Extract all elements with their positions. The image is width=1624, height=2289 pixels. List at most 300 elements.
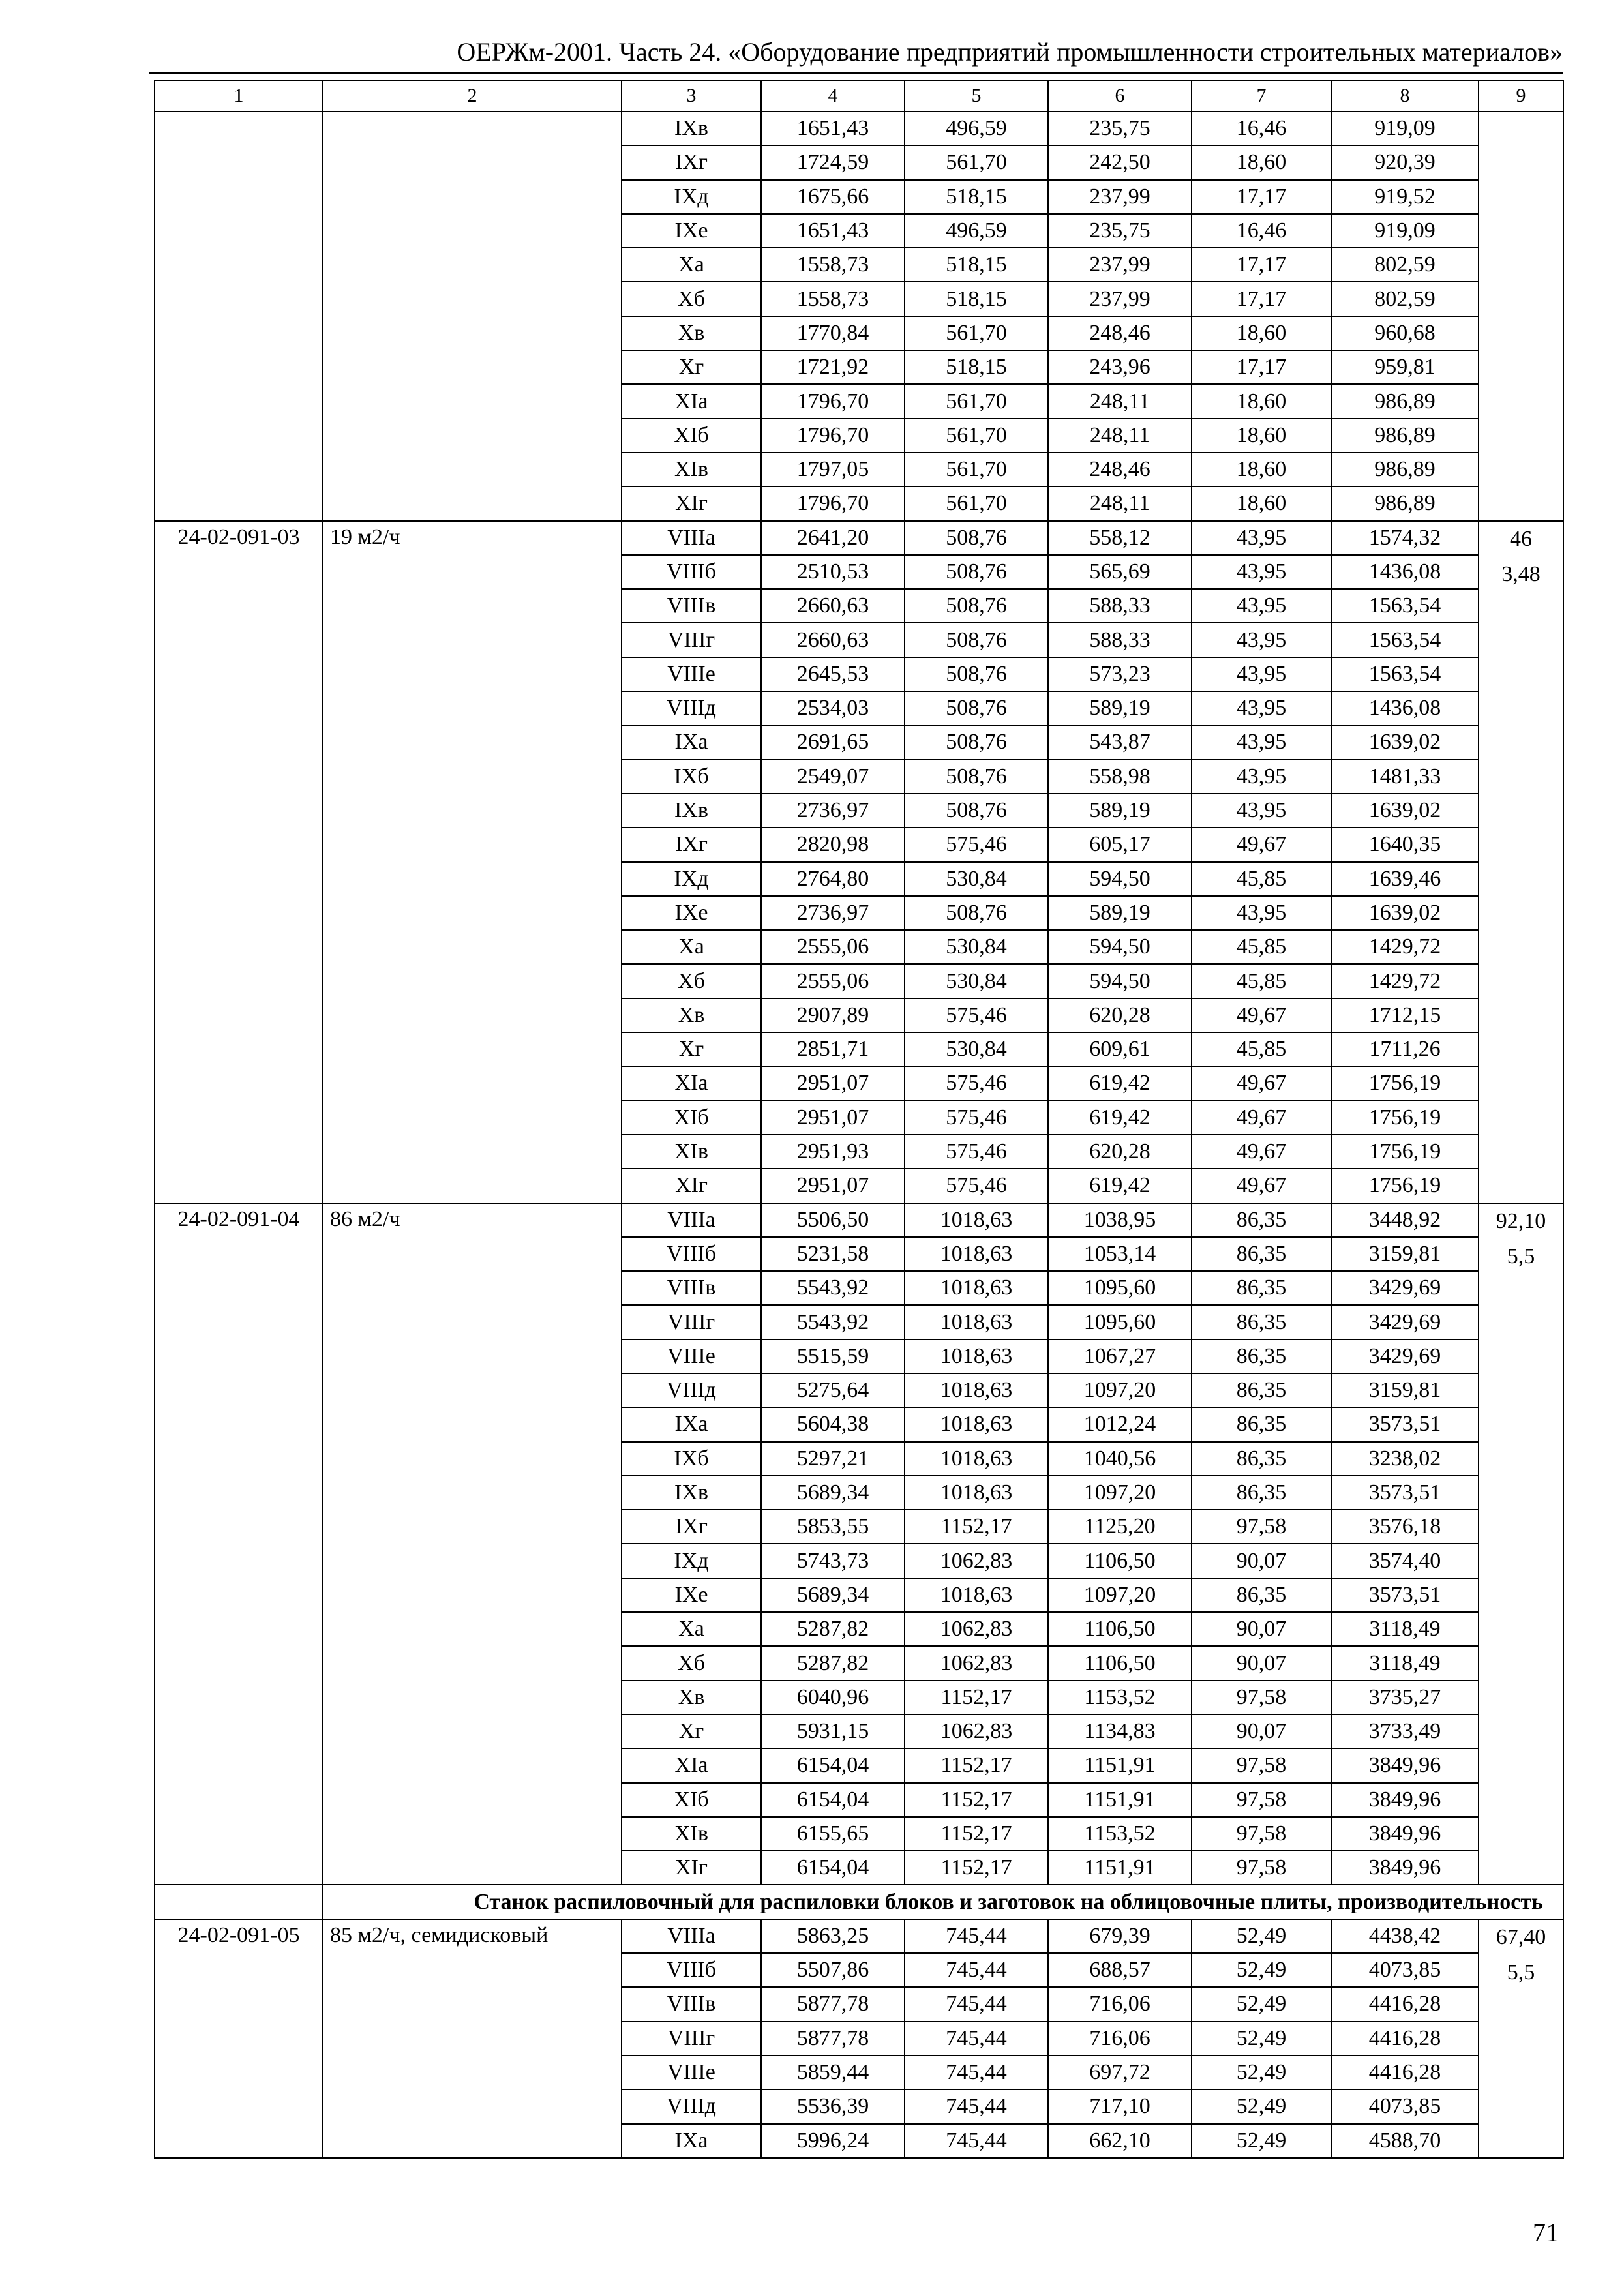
table-cell: 508,76 (905, 691, 1048, 725)
table-cell: 508,76 (905, 521, 1048, 555)
table-cell: 594,50 (1048, 930, 1192, 964)
rate-name: 85 м2/ч, семидисковый (323, 1919, 622, 2158)
table-cell: 3448,92 (1331, 1203, 1479, 1237)
table-cell: VIIIа (622, 1203, 761, 1237)
table-cell: 561,70 (905, 316, 1048, 350)
table-cell: 5859,44 (761, 2056, 905, 2089)
table-cell: 52,49 (1192, 1953, 1331, 1987)
table-cell: 86,35 (1192, 1237, 1331, 1271)
table-cell: 6154,04 (761, 1748, 905, 1782)
table-cell: 43,95 (1192, 725, 1331, 759)
column-number: 8 (1331, 80, 1479, 112)
table-cell: 5287,82 (761, 1646, 905, 1680)
table-cell: 1721,92 (761, 350, 905, 384)
table-cell: 18,60 (1192, 453, 1331, 486)
table-cell: 1712,15 (1331, 998, 1479, 1032)
table-cell: IXг (622, 1510, 761, 1544)
table-cell: Xб (622, 964, 761, 998)
table-cell: 543,87 (1048, 725, 1192, 759)
table-cell: 1429,72 (1331, 930, 1479, 964)
table-cell: VIIIв (622, 1271, 761, 1305)
table-cell: 1095,60 (1048, 1305, 1192, 1339)
table-cell: VIIIг (622, 1305, 761, 1339)
table-cell: 1152,17 (905, 1510, 1048, 1544)
table-cell: 49,67 (1192, 998, 1331, 1032)
table-cell: XIг (622, 486, 761, 520)
table-cell: 1558,73 (761, 282, 905, 316)
rate-code (155, 112, 323, 521)
table-cell: 1038,95 (1048, 1203, 1192, 1237)
table-cell: 18,60 (1192, 384, 1331, 418)
table-cell: VIIIе (622, 1339, 761, 1373)
section-title: Станок распиловочный для распиловки блоков и заготовок на облицовочные плиты, производительность (323, 1885, 1563, 1919)
table-cell: 5877,78 (761, 1987, 905, 2021)
table-cell: IXд (622, 180, 761, 214)
table-cell: 620,28 (1048, 998, 1192, 1032)
table-cell: Xв (622, 1681, 761, 1714)
table-cell: 2510,53 (761, 555, 905, 589)
table-cell: IXе (622, 1578, 761, 1612)
table-cell: 4438,42 (1331, 1919, 1479, 1953)
table-cell: 589,19 (1048, 896, 1192, 930)
table-cell: 5536,39 (761, 2089, 905, 2123)
table-cell: 561,70 (905, 453, 1048, 486)
table-cell: IXв (622, 1476, 761, 1510)
table-cell: Xг (622, 1714, 761, 1748)
table-cell: 1134,83 (1048, 1714, 1192, 1748)
table-cell: 3573,51 (1331, 1578, 1479, 1612)
table-cell: 52,49 (1192, 2056, 1331, 2089)
table-cell: 43,95 (1192, 657, 1331, 691)
table-cell: Xг (622, 350, 761, 384)
table-cell: 3849,96 (1331, 1851, 1479, 1885)
table-cell: 18,60 (1192, 145, 1331, 179)
table-cell: 1151,91 (1048, 1851, 1192, 1885)
table-cell: VIIIд (622, 2089, 761, 2123)
table-cell: 679,39 (1048, 1919, 1192, 1953)
table-cell: Xа (622, 248, 761, 282)
table-cell: 248,46 (1048, 316, 1192, 350)
table-cell: 97,58 (1192, 1748, 1331, 1782)
table-cell: XIг (622, 1169, 761, 1203)
table-cell: 1436,08 (1331, 555, 1479, 589)
table-cell: 919,09 (1331, 112, 1479, 145)
table-cell: 508,76 (905, 555, 1048, 589)
table-cell: 919,52 (1331, 180, 1479, 214)
table-cell: 619,42 (1048, 1101, 1192, 1135)
table-cell: 6154,04 (761, 1783, 905, 1817)
table-cell: XIб (622, 1783, 761, 1817)
table-cell: 1018,63 (905, 1339, 1048, 1373)
table-cell: 1639,02 (1331, 794, 1479, 828)
table-cell: 508,76 (905, 725, 1048, 759)
table-cell: 619,42 (1048, 1169, 1192, 1203)
table-cell: 561,70 (905, 145, 1048, 179)
table-cell: 620,28 (1048, 1135, 1192, 1169)
table-cell: 1639,46 (1331, 862, 1479, 896)
table-cell: 1651,43 (761, 112, 905, 145)
table-cell: 248,11 (1048, 486, 1192, 520)
table-cell: 17,17 (1192, 180, 1331, 214)
rate-name (323, 112, 622, 521)
table-cell: 588,33 (1048, 589, 1192, 623)
table-row (155, 1203, 1563, 1237)
table-cell: 6040,96 (761, 1681, 905, 1714)
table-cell: 1018,63 (905, 1407, 1048, 1441)
table-cell: 594,50 (1048, 862, 1192, 896)
table-cell: 1018,63 (905, 1237, 1048, 1271)
table-cell: Xа (622, 1612, 761, 1646)
table-cell: IXд (622, 862, 761, 896)
table-cell: 518,15 (905, 180, 1048, 214)
table-cell: 561,70 (905, 384, 1048, 418)
rate-name: 86 м2/ч (323, 1203, 622, 1885)
table-cell: 1152,17 (905, 1783, 1048, 1817)
table-cell: 919,09 (1331, 214, 1479, 248)
table-cell: 90,07 (1192, 1612, 1331, 1646)
table-cell: 5931,15 (761, 1714, 905, 1748)
table-cell: 518,15 (905, 248, 1048, 282)
table-cell: 248,46 (1048, 453, 1192, 486)
table-cell: 3118,49 (1331, 1612, 1479, 1646)
table-cell: 1097,20 (1048, 1373, 1192, 1407)
table-cell: 1062,83 (905, 1714, 1048, 1748)
table-cell: 235,75 (1048, 214, 1192, 248)
table-cell: 1796,70 (761, 419, 905, 453)
table-cell: 508,76 (905, 896, 1048, 930)
table-cell: XIб (622, 1101, 761, 1135)
table-cell: 2645,53 (761, 657, 905, 691)
table-cell: 86,35 (1192, 1442, 1331, 1476)
table-cell: IXд (622, 1544, 761, 1578)
table-cell: 3849,96 (1331, 1783, 1479, 1817)
table-cell: 86,35 (1192, 1407, 1331, 1441)
table-cell: 508,76 (905, 589, 1048, 623)
table-cell: 1797,05 (761, 453, 905, 486)
table-cell: 2736,97 (761, 896, 905, 930)
table-cell: 1152,17 (905, 1851, 1048, 1885)
table-cell: 5863,25 (761, 1919, 905, 1953)
table-cell: 4588,70 (1331, 2124, 1479, 2158)
table-cell: 248,11 (1048, 384, 1192, 418)
table-cell: VIIIв (622, 1987, 761, 2021)
table-cell: 575,46 (905, 828, 1048, 861)
table-cell: 565,69 (1048, 555, 1192, 589)
table-cell: 97,58 (1192, 1510, 1331, 1544)
table-cell: 17,17 (1192, 350, 1331, 384)
table-cell: 745,44 (905, 1919, 1048, 1953)
table-cell: 49,67 (1192, 1101, 1331, 1135)
table-cell: 3573,51 (1331, 1476, 1479, 1510)
table-cell: VIIIд (622, 1373, 761, 1407)
table-cell: 1429,72 (1331, 964, 1479, 998)
table-cell: VIIIа (622, 1919, 761, 1953)
table-cell: 1481,33 (1331, 760, 1479, 794)
table-cell: 530,84 (905, 964, 1048, 998)
table-cell: 86,35 (1192, 1305, 1331, 1339)
table-cell: 18,60 (1192, 316, 1331, 350)
table-cell: IXг (622, 145, 761, 179)
table-cell: 90,07 (1192, 1544, 1331, 1578)
table-cell: 745,44 (905, 1953, 1048, 1987)
table-cell: 5996,24 (761, 2124, 905, 2158)
table-cell: 1563,54 (1331, 589, 1479, 623)
table-cell: Xв (622, 316, 761, 350)
table-cell: 43,95 (1192, 896, 1331, 930)
page-header: ОЕРЖм-2001. Часть 24. «Оборудование предприятий промышленности строительных материалов» (149, 33, 1563, 74)
table-cell: 2851,71 (761, 1032, 905, 1066)
table-cell: 561,70 (905, 419, 1048, 453)
table-cell: 3849,96 (1331, 1817, 1479, 1851)
table-cell: 575,46 (905, 1101, 1048, 1135)
table-cell: 508,76 (905, 760, 1048, 794)
table-cell: 52,49 (1192, 2124, 1331, 2158)
table-cell: 561,70 (905, 486, 1048, 520)
table-cell: 5543,92 (761, 1305, 905, 1339)
table-cell: 558,12 (1048, 521, 1192, 555)
table-cell: 745,44 (905, 2022, 1048, 2056)
rate-name: 19 м2/ч (323, 521, 622, 1203)
table-cell: 2534,03 (761, 691, 905, 725)
table-cell: 5543,92 (761, 1271, 905, 1305)
table-cell: 235,75 (1048, 112, 1192, 145)
table-cell: XIг (622, 1851, 761, 1885)
col9-value: 92,10 (1496, 1208, 1546, 1233)
table-cell: 3735,27 (1331, 1681, 1479, 1714)
table-cell: 43,95 (1192, 521, 1331, 555)
table-cell: 1106,50 (1048, 1544, 1192, 1578)
table-cell: 18,60 (1192, 486, 1331, 520)
table-cell: XIа (622, 384, 761, 418)
col9-value: 46 (1510, 526, 1532, 551)
table-cell: 97,58 (1192, 1783, 1331, 1817)
table-cell: XIа (622, 1066, 761, 1100)
table-cell: 3573,51 (1331, 1407, 1479, 1441)
table-cell: 237,99 (1048, 282, 1192, 316)
table-cell: 2660,63 (761, 623, 905, 657)
table-cell: 4073,85 (1331, 1953, 1479, 1987)
table-cell: VIIIб (622, 555, 761, 589)
table-cell: 496,59 (905, 112, 1048, 145)
table-cell: Xб (622, 1646, 761, 1680)
table-cell: IXе (622, 214, 761, 248)
table-cell: 1436,08 (1331, 691, 1479, 725)
rate-code: 24-02-091-03 (155, 521, 323, 1203)
table-cell: 52,49 (1192, 1987, 1331, 2021)
table-cell: 1106,50 (1048, 1646, 1192, 1680)
table-cell: 5877,78 (761, 2022, 905, 2056)
table-cell: 745,44 (905, 2056, 1048, 2089)
table-cell: VIIIе (622, 657, 761, 691)
table-cell: 86,35 (1192, 1373, 1331, 1407)
table-cell: 588,33 (1048, 623, 1192, 657)
table-cell: 43,95 (1192, 760, 1331, 794)
table-cell: IXа (622, 725, 761, 759)
table-cell: 86,35 (1192, 1476, 1331, 1510)
table-cell: 1095,60 (1048, 1271, 1192, 1305)
table-cell: VIIIг (622, 623, 761, 657)
table-cell: 1018,63 (905, 1578, 1048, 1612)
table-cell: 2764,80 (761, 862, 905, 896)
table-cell: 5743,73 (761, 1544, 905, 1578)
table-cell: 1756,19 (1331, 1101, 1479, 1135)
column-number: 1 (155, 80, 323, 112)
table-cell: 960,68 (1331, 316, 1479, 350)
column-number: 3 (622, 80, 761, 112)
table-cell: 3849,96 (1331, 1748, 1479, 1782)
table-cell: 1151,91 (1048, 1748, 1192, 1782)
table-cell: 1062,83 (905, 1646, 1048, 1680)
table-cell: 1097,20 (1048, 1578, 1192, 1612)
table-cell: 802,59 (1331, 248, 1479, 282)
table-cell: 49,67 (1192, 828, 1331, 861)
col9-value: 5,5 (1507, 1960, 1535, 1984)
table-cell: XIв (622, 453, 761, 486)
table-cell: 45,85 (1192, 862, 1331, 896)
table-cell: 86,35 (1192, 1578, 1331, 1612)
table-cell: 575,46 (905, 1135, 1048, 1169)
table-cell: 5275,64 (761, 1373, 905, 1407)
column-number: 7 (1192, 80, 1331, 112)
table-cell: 573,23 (1048, 657, 1192, 691)
table-cell: 43,95 (1192, 555, 1331, 589)
column-number: 4 (761, 80, 905, 112)
table-cell: 575,46 (905, 998, 1048, 1032)
table-cell: 1724,59 (761, 145, 905, 179)
table-cell: 3574,40 (1331, 1544, 1479, 1578)
table-cell: 43,95 (1192, 691, 1331, 725)
table-cell: 1018,63 (905, 1305, 1048, 1339)
table-cell: 959,81 (1331, 350, 1479, 384)
table-cell: 90,07 (1192, 1646, 1331, 1680)
table-row (155, 1919, 1563, 1953)
table-cell: 575,46 (905, 1169, 1048, 1203)
table-cell: 530,84 (905, 862, 1048, 896)
table-cell: 3429,69 (1331, 1339, 1479, 1373)
table-cell: 1018,63 (905, 1203, 1048, 1237)
table-cell: VIIIб (622, 1953, 761, 1987)
table-cell: 1770,84 (761, 316, 905, 350)
table-row (155, 112, 1563, 145)
table-cell: 1558,73 (761, 248, 905, 282)
col9-value: 5,5 (1507, 1244, 1535, 1268)
col9-values (1479, 1203, 1563, 1885)
table-cell: 508,76 (905, 794, 1048, 828)
table-cell: 1756,19 (1331, 1169, 1479, 1203)
table-cell: 86,35 (1192, 1203, 1331, 1237)
table-cell: 2736,97 (761, 794, 905, 828)
table-cell: 716,06 (1048, 2022, 1192, 2056)
table-cell: 97,58 (1192, 1851, 1331, 1885)
table-cell: 4416,28 (1331, 2022, 1479, 2056)
table-cell: 1040,56 (1048, 1442, 1192, 1476)
column-number: 9 (1479, 80, 1563, 112)
table-cell: 920,39 (1331, 145, 1479, 179)
table-cell: IXа (622, 1407, 761, 1441)
table-cell: 1062,83 (905, 1612, 1048, 1646)
table-cell: 3238,02 (1331, 1442, 1479, 1476)
table-cell: IXв (622, 794, 761, 828)
table-cell: 16,46 (1192, 214, 1331, 248)
column-number: 2 (323, 80, 622, 112)
table-cell: VIIIг (622, 2022, 761, 2056)
table-cell: IXб (622, 1442, 761, 1476)
table-cell: 594,50 (1048, 964, 1192, 998)
table-cell: IXе (622, 896, 761, 930)
table-cell: 3733,49 (1331, 1714, 1479, 1748)
table-row (155, 521, 1563, 555)
table-cell: 1018,63 (905, 1271, 1048, 1305)
table-cell: VIIIд (622, 691, 761, 725)
table-cell: IXб (622, 760, 761, 794)
table-cell: 1675,66 (761, 180, 905, 214)
table-cell: 575,46 (905, 1066, 1048, 1100)
section-empty-cell (155, 1885, 323, 1919)
column-number: 5 (905, 80, 1048, 112)
table-cell: 1574,32 (1331, 521, 1479, 555)
rate-code: 24-02-091-05 (155, 1919, 323, 2158)
table-cell: 6154,04 (761, 1851, 905, 1885)
table-cell: 1053,14 (1048, 1237, 1192, 1271)
table-cell: 1018,63 (905, 1442, 1048, 1476)
table-cell: 1563,54 (1331, 657, 1479, 691)
table-cell: 530,84 (905, 930, 1048, 964)
table-cell: 1152,17 (905, 1817, 1048, 1851)
table-cell: 5297,21 (761, 1442, 905, 1476)
table-cell: 1106,50 (1048, 1612, 1192, 1646)
table-cell: 5507,86 (761, 1953, 905, 1987)
table-cell: 1651,43 (761, 214, 905, 248)
table-cell: 3118,49 (1331, 1646, 1479, 1680)
table-cell: 1153,52 (1048, 1681, 1192, 1714)
table-cell: 697,72 (1048, 2056, 1192, 2089)
table-cell: 4073,85 (1331, 2089, 1479, 2123)
table-cell: 45,85 (1192, 930, 1331, 964)
table-cell: 43,95 (1192, 589, 1331, 623)
table-cell: 688,57 (1048, 1953, 1192, 1987)
table-cell: Xг (622, 1032, 761, 1066)
table-cell: 5689,34 (761, 1578, 905, 1612)
col9-values (1479, 1919, 1563, 2158)
table-cell: 1097,20 (1048, 1476, 1192, 1510)
table-cell: 2951,07 (761, 1101, 905, 1135)
table-cell: 986,89 (1331, 384, 1479, 418)
table-cell: Xб (622, 282, 761, 316)
table-cell: 3429,69 (1331, 1271, 1479, 1305)
table-cell: 1153,52 (1048, 1817, 1192, 1851)
col9-values (1479, 112, 1563, 521)
table-cell: 49,67 (1192, 1169, 1331, 1203)
table-cell: 518,15 (905, 282, 1048, 316)
table-cell: 52,49 (1192, 2022, 1331, 2056)
table-cell: 609,61 (1048, 1032, 1192, 1066)
table-cell: 5604,38 (761, 1407, 905, 1441)
table-cell: 2641,20 (761, 521, 905, 555)
column-number: 6 (1048, 80, 1192, 112)
table-cell: 508,76 (905, 623, 1048, 657)
table-cell: IXа (622, 2124, 761, 2158)
table-cell: 97,58 (1192, 1681, 1331, 1714)
table-cell: IXв (622, 112, 761, 145)
table-cell: 248,11 (1048, 419, 1192, 453)
table-cell: 508,76 (905, 657, 1048, 691)
table-cell: 5515,59 (761, 1339, 905, 1373)
table-cell: 2907,89 (761, 998, 905, 1032)
table-cell: 1711,26 (1331, 1032, 1479, 1066)
table-cell: 5231,58 (761, 1237, 905, 1271)
table-cell: 2555,06 (761, 930, 905, 964)
col9-values (1479, 521, 1563, 1203)
